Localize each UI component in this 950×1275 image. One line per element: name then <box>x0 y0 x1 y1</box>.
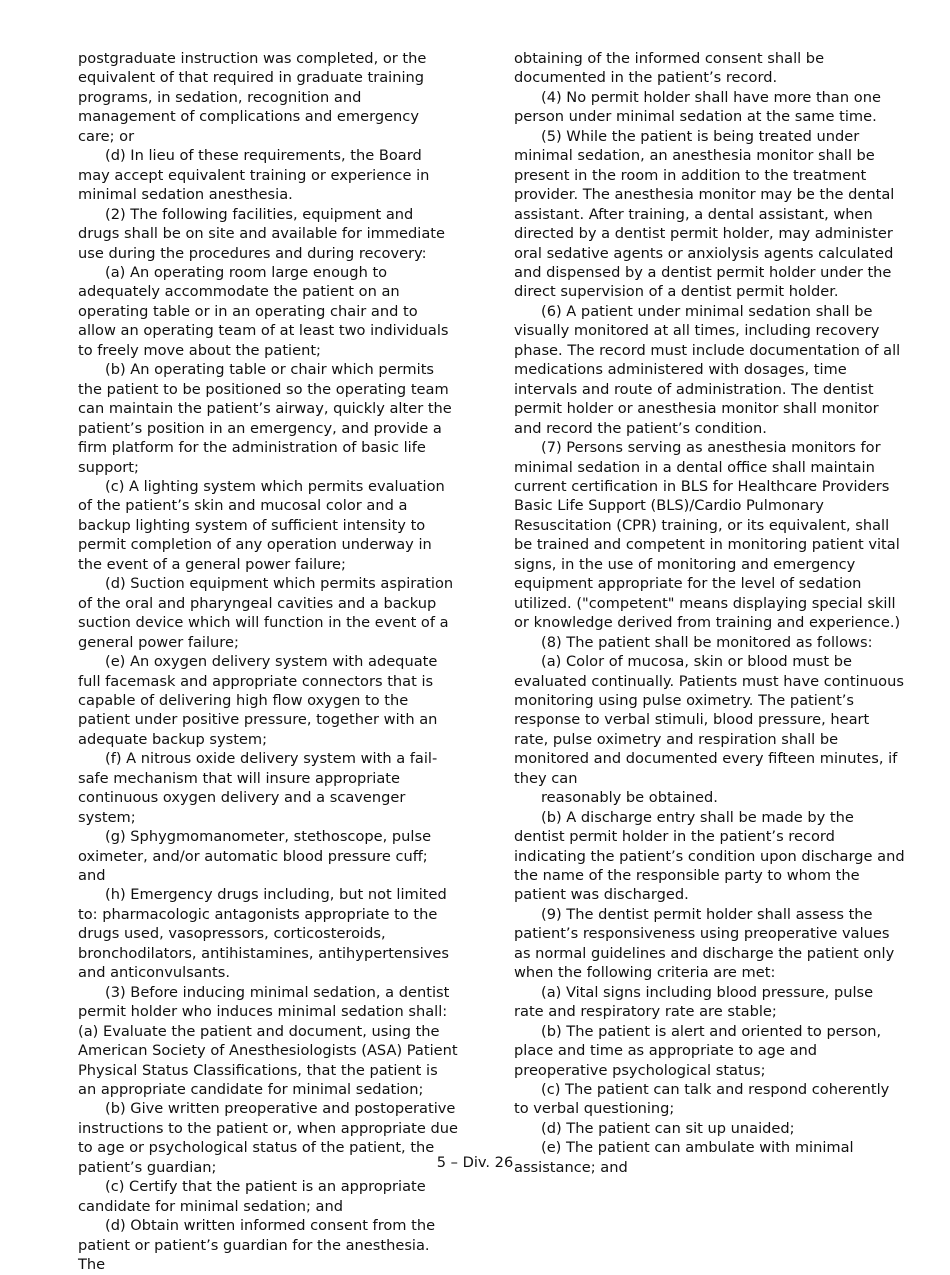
paragraph: (2) The following facilities, equipment and drugs shall be on site and available for immediate use during the procedures and during recovery: <box>78 205 445 262</box>
paragraph: (4) No permit holder shall have more than one person under minimal sedation at the same time. <box>514 88 881 126</box>
paragraph: (6) A patient under minimal sedation shall be visually monitored at all times, including recovery phase. The record must include documentation of all medications administered with dosages, time intervals and route of administration. The dentist permit holder or anesthesia monitor shall monitor and record the patient’s condition. <box>514 302 901 437</box>
paragraph: (h) Emergency drugs including, but not limited to: pharmacologic antagonists appropriate to the drugs used, vasopressors, corticosteroids, bronchodilators, antihistamines, antihypertensives and anticonvulsants. <box>78 886 450 982</box>
paragraph: (3) Before inducing minimal sedation, a dentist permit holder who induces minimal sedation shall:(a) Evaluate the patient and document, using the American Society of Anesthesiologists (ASA) Patient Physical Status Classifications, that the patient is an appropriate candidate for minimal sedation; <box>78 983 458 1099</box>
paragraph: (d) The patient can sit up unaided; <box>541 1119 795 1137</box>
paragraph: postgraduate instruction was completed, or the equivalent of that required in graduate training programs, in sedation, recognition and management of complications and emergency care; or <box>78 50 427 145</box>
paragraph: (b) The patient is alert and oriented to person, place and time as appropriate to age and preoperative psychological status; <box>514 1022 882 1079</box>
paragraph: (d) Suction equipment which permits aspiration of the oral and pharyngeal cavities and a backup suction device which will function in the event of a general power failure; <box>78 575 454 651</box>
paragraph: (f) A nitrous oxide delivery system with a fail-safe mechanism that will insure appropriate continuous oxygen delivery and a scavenger system; <box>78 750 438 826</box>
paragraph: (b) Give written preoperative and postoperative instructions to the patient or, when appropriate due to age or psychological status of the patient, the patient’s guardian; <box>78 1100 458 1176</box>
paragraph: (b) An operating table or chair which permits the patient to be positioned so the operating team can maintain the patient’s airway, quickly alter the patient’s position in an emergency, and provide a firm platform for the administration of basic life support; <box>78 361 452 476</box>
paragraph: (b) A discharge entry shall be made by the dentist permit holder in the patient’s record indicating the patient’s condition upon discharge and the name of the responsible party to whom the patient was discharged. <box>514 808 905 904</box>
paragraph: (9) The dentist permit holder shall assess the patient’s responsiveness using preoperative values as normal guidelines and discharge the patient only when the following criteria are met: <box>514 905 895 982</box>
page-footer: 5 – Div. 26 <box>436 1154 514 1171</box>
paragraph: (a) An operating room large enough to adequately accommodate the patient on an operating table or in an operating chair and to allow an operating team of at least two individuals to freely move about the patient; <box>78 263 449 359</box>
paragraph: (g) Sphygmomanometer, stethoscope, pulse oximeter, and/or automatic blood pressure cuff; and <box>78 828 432 885</box>
right-column <box>514 49 906 1177</box>
paragraph: (c) Certify that the patient is an appropriate candidate for minimal sedation; and <box>78 1178 426 1215</box>
paragraph: (8) The patient shall be monitored as follows: <box>541 633 873 651</box>
paragraph: (c) A lighting system which permits evaluation of the patient’s skin and mucosal color and a backup lighting system of sufficient intensity to permit completion of any operation underway in the event of a general power failure; <box>78 477 445 573</box>
paragraph: (e) The patient can ambulate with minimal assistance; and <box>514 1139 854 1176</box>
left-column <box>78 49 458 1275</box>
paragraph: (e) An oxygen delivery system with adequate full facemask and appropriate connectors that is capable of delivering high flow oxygen to the patient under positive pressure, together with an adequate backup system; <box>78 653 438 748</box>
paragraph: reasonably be obtained. <box>541 789 718 807</box>
paragraph: obtaining of the informed consent shall be documented in the patient’s record. <box>514 50 825 87</box>
paragraph: (7) Persons serving as anesthesia monitors for minimal sedation in a dental office shall maintain current certification in BLS for Healthcare Providers Basic Life Support (BLS)/Cardio Pulmonary Resuscitation (CPR) training, or its equivalent, shall be trained and competent in monitoring patient vital signs, in the use of monitoring and emergency equipment appropriate for the level of sedation utilized. ("competent" means displaying special skill or knowledge derived from training and experience.) <box>514 439 901 632</box>
paragraph: (5) While the patient is being treated under minimal sedation, an anesthesia monitor shall be present in the room in addition to the treatment provider. The anesthesia monitor may be the dental assistant. After training, a dental assistant, when directed by a dentist permit holder, may administer oral sedative agents or anxiolysis agents calculated and dispensed by a dentist permit holder under the direct supervision of a dentist permit holder. <box>514 127 895 301</box>
paragraph: (d) In lieu of these requirements, the Board may accept equivalent training or experience in minimal sedation anesthesia. <box>78 147 430 204</box>
paragraph: (d) Obtain written informed consent from the patient or patient’s guardian for the anesthesia. The <box>78 1217 436 1274</box>
paragraph: (a) Vital signs including blood pressure, pulse rate and respiratory rate are stable; <box>514 983 874 1021</box>
paragraph: (c) The patient can talk and respond coherently to verbal questioning; <box>514 1081 890 1118</box>
paragraph: (a) Color of mucosa, skin or blood must be evaluated continually. Patients must have continuous monitoring using pulse oximetry. The patient’s response to verbal stimuli, blood pressure, heart rate, pulse oximetry and respiration shall be monitored and documented every fifteen minutes, if they can <box>514 653 904 787</box>
